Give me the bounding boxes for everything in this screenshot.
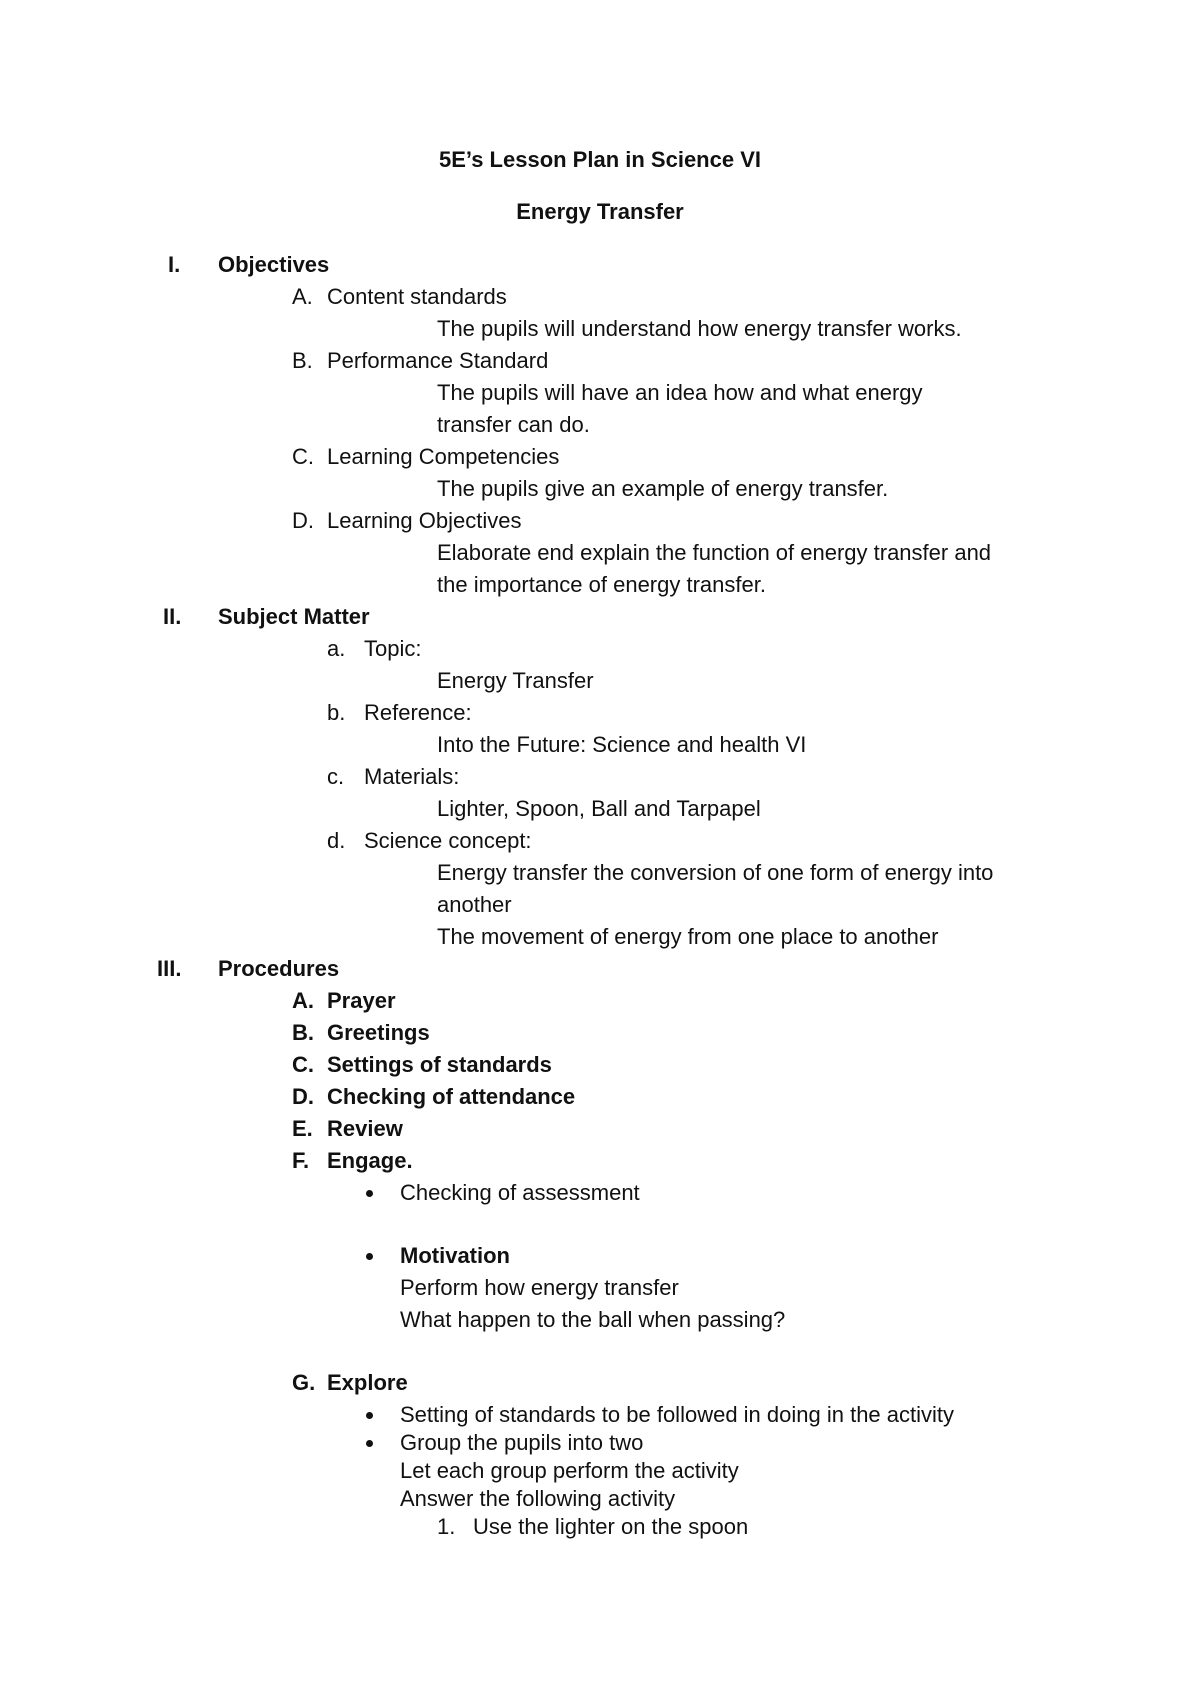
procedure-prayer: Prayer — [327, 988, 396, 1013]
procedure-checking-of-attendance: Checking of attendance — [327, 1084, 576, 1109]
explore-sub-line: Answer the following activity — [400, 1486, 676, 1511]
procedure-settings-of-standards: Settings of standards — [327, 1052, 552, 1077]
subject-text: Energy Transfer — [437, 668, 594, 693]
objective-text: the importance of energy transfer. — [437, 572, 766, 597]
subject-letter-d: d. — [327, 828, 346, 853]
procedure-review: Review — [327, 1116, 403, 1141]
procedure-letter-d: D. — [292, 1084, 314, 1109]
subject-letter-c: c. — [327, 764, 345, 789]
procedure-letter-g: G. — [292, 1370, 316, 1395]
bullet-icon — [366, 1412, 373, 1419]
section-heading-objectives: Objectives — [218, 252, 330, 277]
subject-letter-b: b. — [327, 700, 346, 725]
procedure-letter-c: C. — [292, 1052, 314, 1077]
objective-text: Elaborate end explain the function of energy transfer and — [437, 540, 992, 565]
procedure-letter-e: E. — [292, 1116, 313, 1141]
section-numeral-procedures: III. — [157, 956, 182, 981]
subject-label-topic: Topic: — [364, 636, 422, 661]
subject-label-science-concept: Science concept: — [364, 828, 532, 853]
subject-text: The movement of energy from one place to another — [437, 924, 939, 949]
engage-motivation-title: Motivation — [400, 1243, 510, 1268]
document-subtitle: Energy Transfer — [516, 199, 684, 224]
engage-motivation-line: Perform how energy transfer — [400, 1275, 679, 1300]
engage-checking-of-assessment: Checking of assessment — [400, 1180, 640, 1205]
procedure-explore: Explore — [327, 1370, 408, 1395]
document-title: 5E’s Lesson Plan in Science VI — [439, 147, 761, 172]
objective-label-learning-objectives: Learning Objectives — [327, 508, 522, 533]
objective-text: The pupils give an example of energy transfer. — [437, 476, 889, 501]
objective-letter-d: D. — [292, 508, 314, 533]
subject-text: Into the Future: Science and health VI — [437, 732, 807, 757]
subject-label-materials: Materials: — [364, 764, 460, 789]
objective-text: transfer can do. — [437, 412, 590, 437]
section-heading-procedures: Procedures — [218, 956, 340, 981]
section-numeral-objectives: I. — [168, 252, 181, 277]
subject-label-reference: Reference: — [364, 700, 472, 725]
engage-motivation-line: What happen to the ball when passing? — [400, 1307, 786, 1332]
section-heading-subject-matter: Subject Matter — [218, 604, 370, 629]
subject-text: another — [437, 892, 512, 917]
procedure-engage: Engage. — [327, 1148, 413, 1173]
bullet-icon — [366, 1190, 373, 1197]
objective-letter-a: A. — [292, 284, 313, 309]
bullet-icon — [366, 1440, 373, 1447]
procedure-letter-f: F. — [292, 1148, 310, 1173]
objective-label-performance-standard: Performance Standard — [327, 348, 549, 373]
explore-numbered-num: 1. — [437, 1514, 456, 1539]
objective-letter-c: C. — [292, 444, 314, 469]
procedure-greetings: Greetings — [327, 1020, 430, 1045]
procedure-letter-b: B. — [292, 1020, 314, 1045]
section-numeral-subject-matter: II. — [163, 604, 182, 629]
objective-label-content-standards: Content standards — [327, 284, 507, 309]
subject-letter-a: a. — [327, 636, 346, 661]
objective-text: The pupils will have an idea how and what energy — [437, 380, 923, 405]
objective-text: The pupils will understand how energy transfer works. — [437, 316, 962, 341]
explore-numbered-text: Use the lighter on the spoon — [473, 1514, 749, 1539]
bullet-icon — [366, 1253, 373, 1260]
explore-setting-of-standards: Setting of standards to be followed in doing in the activity — [400, 1402, 955, 1427]
procedure-letter-a: A. — [292, 988, 314, 1013]
explore-sub-line: Let each group perform the activity — [400, 1458, 739, 1483]
explore-group-the-pupils: Group the pupils into two — [400, 1430, 644, 1455]
objective-label-learning-competencies: Learning Competencies — [327, 444, 560, 469]
objective-letter-b: B. — [292, 348, 313, 373]
subject-text: Energy transfer the conversion of one form of energy into — [437, 860, 994, 885]
subject-text: Lighter, Spoon, Ball and Tarpapel — [437, 796, 761, 821]
